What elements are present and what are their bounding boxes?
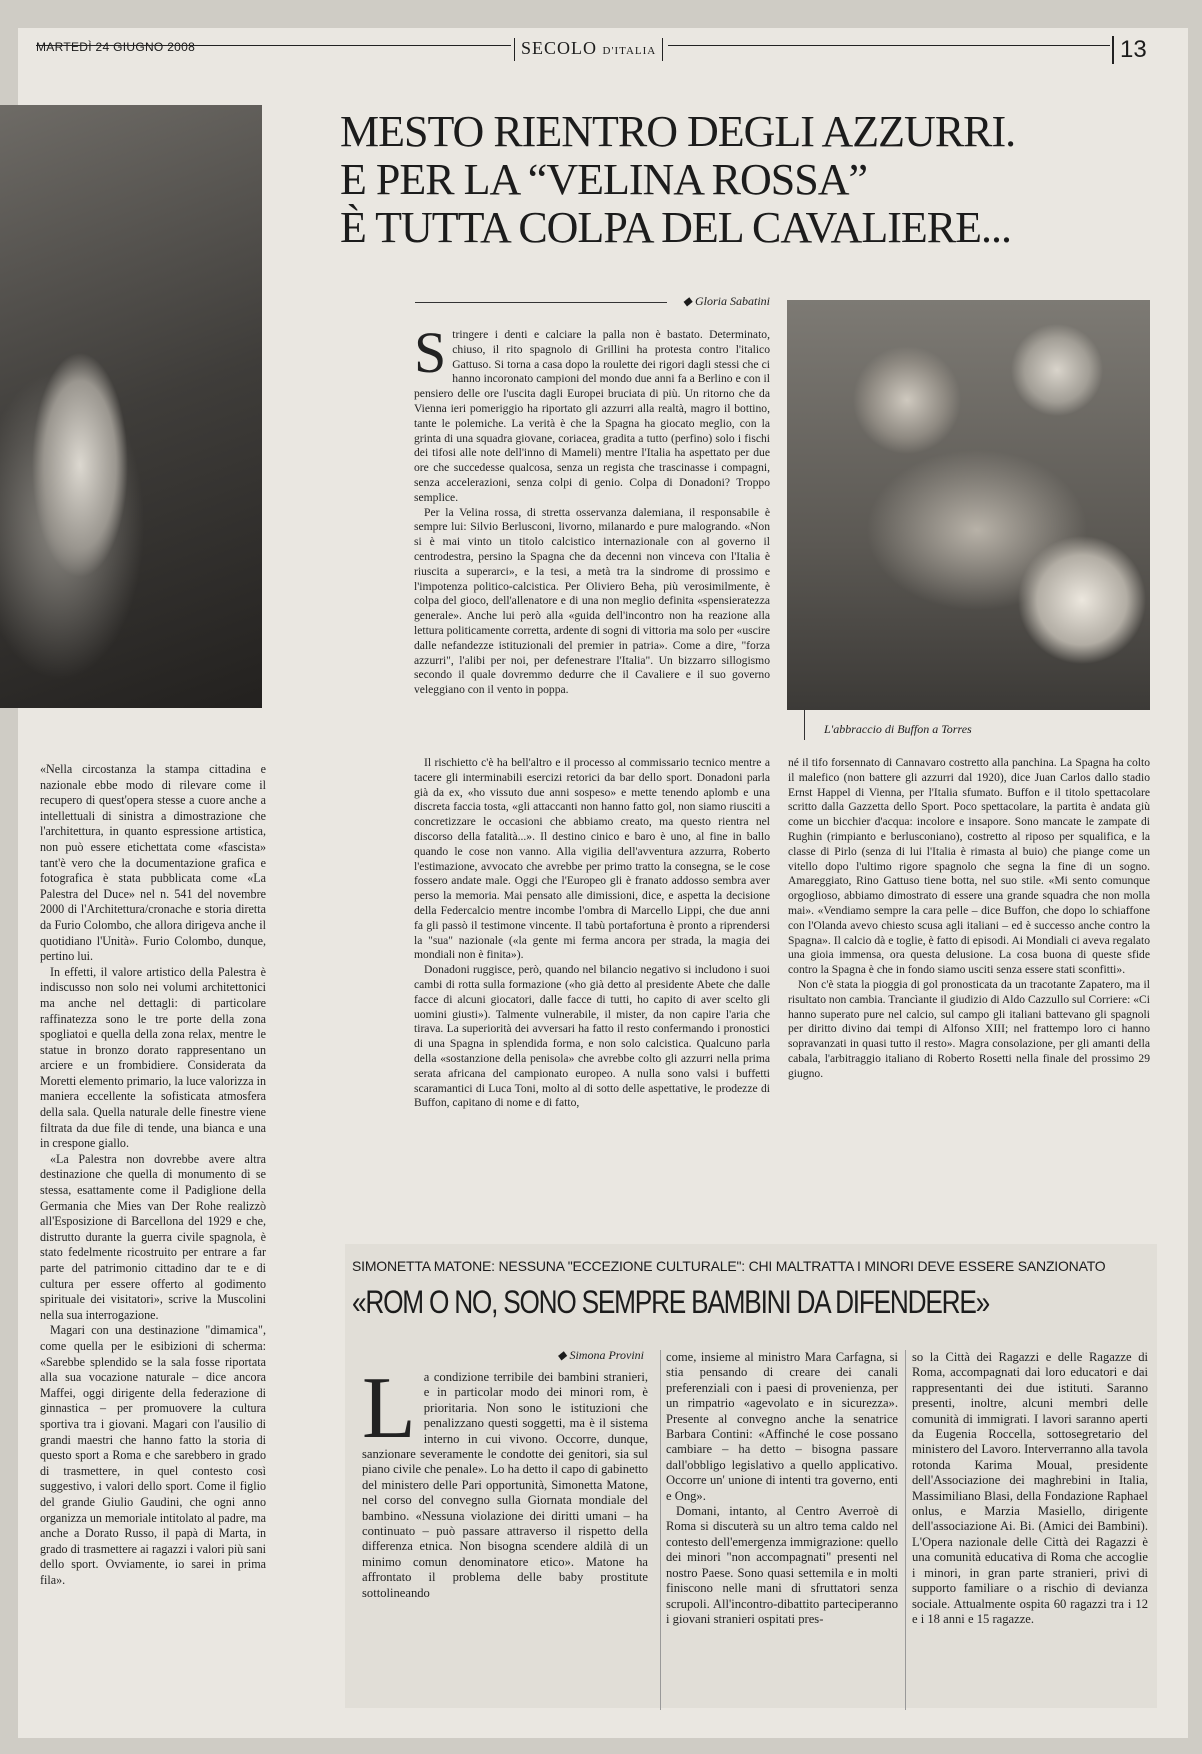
caption-rule xyxy=(804,710,805,740)
fans-photo xyxy=(787,300,1150,710)
left-article-paragraph: «La Palestra non dovrebbe avere altra destinazione che quella di monumento di se stessa, esattamente come il Padiglione della Germania che Mies van Der Rohe realizzò all'Esposizione di Barcellona del 1929 e che, distrutto durante la guerra civile spagnola, è stato fedelmente ricostruito per entrare a far parte del patrimonio cittadino dar te e di cultura per essere offerto al godimento spirituale dei visitatori», scrive la Muscolini nella sua interrogazione. xyxy=(40,1151,266,1322)
headline-line: MESTO RIENTRO DEGLI AZZURRI. xyxy=(340,107,1016,156)
box-kicker: SIMONETTA MATONE: NESSUNA "ECCEZIONE CULTURALE": CHI MALTRATTA I MINORI DEVE ESSERE SANZIONATO xyxy=(352,1258,1106,1274)
article-column-3 xyxy=(788,756,1150,1222)
article-paragraph: Il rischietto c'è ha bell'altro e il processo al commissario tecnico mentre a tacere gli interminabili esercizi retorici da bar dello sport. Donadoni parla già da ex, «ho vissuto due anni sospeso» e mette tenendo aplomb e una discreta faccia tosta, «gli attaccanti non hanno fatto gol, non siamo riusciti a concretizzare le occasioni che abbiamo creato, ma questo rientra nel discorso della fatalità...». Il destino cinico e baro è uno, al fine in ballo quando le cose non vanno. Alla vigilia dell'avventura azzurra, Roberto l'estimazione, avvocato che avrebbe per primo tratto la consegna, se le cose fossero andate male. Oggi che l'Europeo gli è franato addosso sembra aver perso la memoria. Mai pensato alle dimissioni, dice, e aspetta la decisione della Federcalcio mentre incombe l'ombra di Marcello Lippi, che due anni fa gli passò il testimone vincente. Il tabù portafortuna è pronto a riprendersi la "sua" nazionale («la gente mi ferma ancora per strada, la magia dei mondiali non è finita»). xyxy=(414,756,770,962)
box-byline: ◆ Simona Provini xyxy=(557,1348,644,1362)
column-rule xyxy=(905,1350,906,1710)
left-article-paragraph: Magari con una destinazione "dimamica", come quella per le esibizioni di scherma: «Sarebbe splendido se la sala fosse riportata alla sua vocazione naturale – dice ancora Maffei, oggi dirigente della federazione di ginnastica – per promuovere la cultura sportiva tra i giovani. Magari con l'ausilio di grandi maestri che hanno fatto la storia di questo sport a Roma e che sarebbero in grado di trasmettere, in quel contesto così suggestivo, i valori dello sport. Come il figlio del grande Giulio Gaudini, che ogni anno organizza un memoriale intitolato al padre, ma anche a Dorato Russo, il papà di Marta, in grado di trasmettere ai ragazzi i valori più sani dello sport. Ovviamente, io sarei in prima fila». xyxy=(40,1323,266,1587)
article-paragraph: Per la Velina rossa, di stretta osservanza dalemiana, il responsabile è sempre lui: Silvio Berlusconi, livorno, milanardo e pure malogrando. «Non si è mai vinto un titolo calcistico internazionale con al governo il centrodestra, persino la Spagna che da decenni non vinceva con l'Italia è riuscita a superarci», e la tesi, a metà tra la sindrome di prossimo e l'impotenza politico-calcistica. Per Oliviero Beha, più verosimilmente, è colpa del gioco, dell'allenatore e di una non meglio definita «spensieratezza generale». Anche lui però alla «guida dell'incontro non ha reazione alla lettura politicamente corretta, ardente di sogni di vittoria ma solo per «uscire dalle nefandezze istituzionali del premier in patria». Come a dire, "forza azzurri", l'alibi per noi, per defenestrare l'Italia". Un bizzarro sillogismo secondo il quale dovremmo dedurre che il Cavaliere e il suo governo veleggiano con il vento in poppa. xyxy=(414,505,770,697)
column-rule xyxy=(660,1350,661,1710)
box-headline: «ROM O NO, SONO SEMPRE BAMBINI DA DIFENDERE» xyxy=(352,1284,989,1320)
box-paragraph: Domani, intanto, al Centro Averroè di Roma si discuterà su un altro tema caldo nel contesto dell'emergenza immigrazione: quello dei minori "non accompagnati" presenti nel nostro Paese. Sono quasi settemila e in molti finiscono nelle mani di sfruttatori senza scrupoli. All'incontro-dibattito parteciperanno i giovani stranieri ospitati pres- xyxy=(666,1504,898,1626)
masthead-title: SECOLO xyxy=(521,38,598,58)
article-paragraph: Donadoni ruggisce, però, quando nel bilancio negativo si includono i suoi cambi di rotta sulla formazione («ho già detto al presidente Abete che dalle facce di alcuni giocatori, dalle facce di tutti, ho capito di aver scelto gli uomini giusti»). Talmente vulnerabile, il mister, da non capire l'aria che tirava. La superiorità dei avversari ha fatto il resto confermando i pronostici di una Spagna in splendida forma, e non solo calcistica. Qualcuno parla della «sostanzione della penisola» che avrebbe colto gli azzurri nella prima serata africana del campionato europeo. A nulla sono valsi i buffetti scaramantici di Luca Toni, molto al di sotto delle aspettative, le prodezze di Buffon, capitano di nome e di fatto, xyxy=(414,963,770,1110)
drop-cap: S xyxy=(414,328,447,385)
article-column-2 xyxy=(414,756,770,1222)
box-column-1 xyxy=(362,1370,648,1704)
headline-line: È TUTTA COLPA DEL CAVALIERE... xyxy=(340,203,1011,252)
left-article-paragraph: «Nella circostanza la stampa cittadina e nazionale ebbe modo di rilevare come il recupero di quest'opera stesse a cuore anche a intellettuali di sinistra a dimostrazione che l'architettura, in quanto espressione artistica, non può essere etichettata come «fascista» tant'è vero che la documentazione grafica e fotografica è stata pubblicata come «La Palestra del Duce» nel n. 541 del novembre 2000 di l'Architettura/cronache e storia diretta da Furio Colombo, che allora dirigeva anche il quotidiano l'Unità». Furio Colombo, dunque, pertino lui. xyxy=(40,762,266,964)
page-number: 13 xyxy=(1112,36,1147,64)
article-paragraph: né il tifo forsennato di Cannavaro costretto alla panchina. La Spagna ha colto il malefico (non battere gli azzurri dal 1920), dice Juan Carlos dallo stadio Ernst Happel di Vienna, per l'Italia sfumato. Buffon e il titolo spettacolare scritto dalla Gazzetta dello Sport. Poco spettacolare, la partita è andata giù come un bicchier d'acqua: incolore e insapore. Sono mancate le zampate di Rughin (rimpianto e berlusconiano), costretto al riposo per squalifica, e la classe di Pirlo (senza di lui l'Italia è rimasta al buio) che piange come un vitello dopo l'ultimo rigore spagnolo che segna la fine di un sogno. Amareggiato, Rino Gattuso tiene botta, nel suo stile. «Mi sento comunque orgoglioso, abbiamo dimostrato di essere una grande squadra che non molla mai». «Vendiamo sempre la cara pelle – dice Buffon, che dopo lo schiaffone con l'Olanda avevo chiesto scusa agli italiani – ed è successo anche contro la Spagna». Il calcio dà e toglie, è fatto di episodi. Ai Mondiali ci aveva regalato una gioia immensa, ora questa delusione. La cosa buona di queste sfide contro la Spagna è che in fondo siamo usciti senza essere stati sconfitti». xyxy=(788,756,1150,977)
issue-date: MARTEDÌ 24 GIUGNO 2008 xyxy=(36,40,196,54)
box-paragraph: so la Città dei Ragazzi e delle Ragazze di Roma, accompagnati dai loro educatori e dai rappresentanti dei due istituti. Saranno presenti, inoltre, alcuni membri delle comunità di immigrati. I lavori saranno aperti da Eugenia Roccella, sottosegretario del ministero del Lavoro. Interverranno alla tavola rotonda Karima Moual, presidente dell'Associazione dei maghrebini in Italia, Massimiliano Blasi, della Fondazione Raphael onlus, e Marzia Masiello, dirigente dell'associazione Ai. Bi. (Amici dei Bambini). L'Opera nazionale delle Città dei Ragazzi è una comunità educativa di Roma che accoglie i minori, in gran parte stranieri, privi di supporto familiare o a rischio di devianza sociale. Attualmente ospita 60 ragazzi tra i 12 e i 18 anni e 15 ragazze. xyxy=(912,1350,1148,1626)
article-byline: ◆ Gloria Sabatini xyxy=(682,294,770,308)
box-column-3 xyxy=(912,1350,1148,1704)
header-rule-left xyxy=(36,45,511,46)
fencing-photo xyxy=(0,105,262,708)
header-rule-right xyxy=(668,45,1110,46)
box-paragraph: a condizione terribile dei bambini stranieri, e in particolar modo dei minori rom, è prioritaria. Non sono le istituzioni che penalizzano questi soggetti, ma è il sistema interno in cui vivono. Occorre, dunque, sanzionare severamente le condotte dei genitori, sia sul piano civile che penale». Lo ha detto il capo di gabinetto del ministero delle Pari opportunità, Simonetta Matone, nel corso del convegno sulla Giornata mondiale del bambino. «Nessuna violazione dei diritti umani – ha continuato – può passare attraverso il rispetto della differenza etnica. Non bisogna scendere aldilà di un minimo comun denominatore etico». Matone ha affrontato il problema delle baby prostitute sottolineando xyxy=(362,1370,648,1600)
masthead xyxy=(514,38,663,61)
article-paragraph: tringere i denti e calciare la palla non è bastato. Determinato, chiuso, il rito spagnolo di Grillini ha protesta contro l'italico Gattuso. Si torna a casa dopo la roulette dei rigori dagli stessi che ci hanno incoronato campioni del mondo due anni fa a Berlino e con il pensiero delle ore l'uscita dagli Europei bruciata di più. Un ritorno che da Vienna ieri pomeriggio ha riportato gli azzurri alla realtà, magro il bottino, tante le polemiche. La verità è che la Spagna ha giocato meglio, con la grinta di una squadra giovane, coriacea, gradita a tutto (perfino) solo i fischi dei tifosi alle note dell'inno di Mameli) mentre l'Italia ha aspettato per due ore che succedesse qualcosa, senza un regista che trascinasse i compagni, senza accelerazioni, senza colpi di genio. Colpa di Donadoni? Troppo semplice. xyxy=(414,328,770,504)
left-article-paragraph: In effetti, il valore artistico della Palestra è indiscusso non solo nei volumi architettonici ma anche nel dettagli: di particolare raffinatezza sono le tre porte della zona spogliatoi e quella della zona relax, mentre le statue in bronzo dorato rappresentano un arciere e un frombidiere. Considerata da Moretti elemento primario, la luce valorizza in maniera eccellente la sofisticata atmosfera della sala. Quella naturale delle finestre viene filtrata da due file di tende, una bianca e una in crespone giallo. xyxy=(40,964,266,1151)
headline-line: E PER LA “VELINA ROSSA” xyxy=(340,155,867,204)
masthead-subtitle: D'ITALIA xyxy=(602,45,657,57)
drop-cap: L xyxy=(362,1370,416,1457)
box-column-2 xyxy=(666,1350,898,1704)
left-article-column xyxy=(40,762,266,1706)
article-column-1 xyxy=(414,328,770,744)
photo-caption: L'abbraccio di Buffon a Torres xyxy=(824,722,972,736)
box-paragraph: come, insieme al ministro Mara Carfagna, si stia pensando di creare dei canali preferenziali con i paesi di provenienza, per un rimpatrio «agevolato e in sicurezza». Presente al convegno anche la senatrice Barbara Contini: «Affinché le cose possano cambiare – ha detto – bisogna passare dall'obbligo legislativo a quello applicativo. Occorre un' unione di intenti tra governo, enti e Ong». xyxy=(666,1350,898,1503)
main-headline xyxy=(340,108,1130,252)
article-paragraph: Non c'è stata la pioggia di gol pronosticata da un tracotante Zapatero, ma il risultato non cambia. Trancìante il giudizio di Aldo Cazzullo sul Corriere: «Ci hanno superato pure nel calcio, sul campo gli italiani battevano gli spagnoli per diritto divino dai tempi di Alfonso XIII; nel frattempo loro ci hanno sopravanzati in quasi tutto il resto». Magra consolazione, per gli amanti della cabala, l'arbitraggio italiano di Roberto Rosetti nella finale del prossimo 29 giugno. xyxy=(788,977,1150,1080)
